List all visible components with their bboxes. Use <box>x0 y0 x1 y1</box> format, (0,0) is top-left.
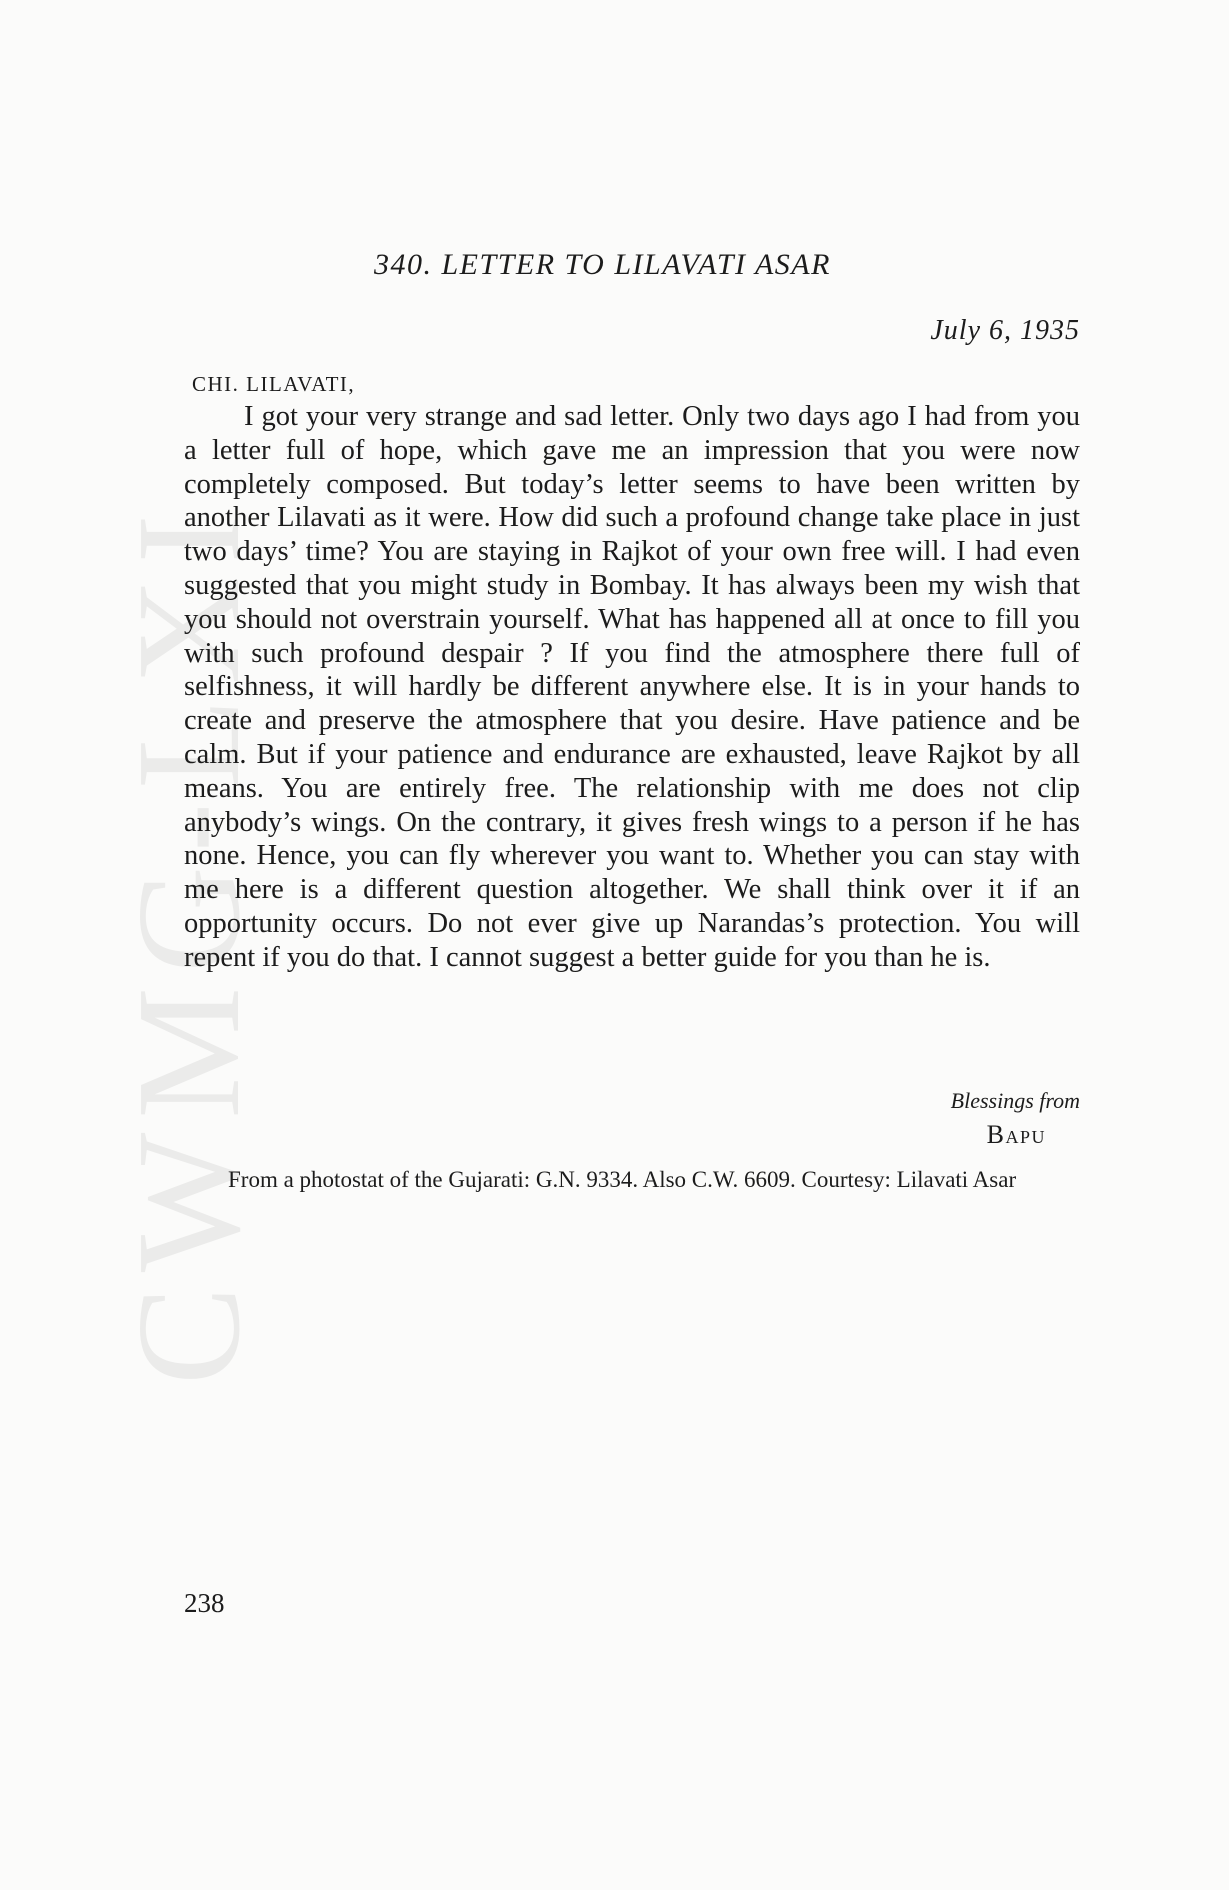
letter-closing: Blessings from <box>950 1088 1080 1113</box>
source-note: From a photostat of the Gujarati: G.N. 9334. Also C.W. 6609. Courtesy: Lilavati Asar <box>228 1167 1017 1192</box>
letter-body: I got your very strange and sad letter. Only two days ago I had from you a letter full of hope, which gave me an impression that you were now completely composed. But today’s letter seems to have been written by another Lilavati as it were. How did such a profound change take place in just two days’ time? You are staying in Rajkot of your own free will. I had even suggested that you might study in Bombay. It has always been my wish that you should not overstrain yourself. What has happened all at once to fill you with such profound despair ? If you find the atmosphere there full of selfishness, it will hardly be different anywhere else. It is in your hands to create and preserve the atmosphere that you desire. Have patience and be calm. But if your patience and endurance are exhausted, leave Rajkot by all means. You are entirely free. The relationship with me does not clip anybody’s wings. On the contrary, it gives fresh wings to a person if he has none. Hence, you can fly wherever you want to. Whether you can stay with me here is a different question altogether. We shall think over it if an opportunity occurs. Do not ever give up Narandas’s protection. You will repent if you do that. I cannot suggest a better guide for you than he is. <box>184 401 1080 973</box>
watermark: CWMG-LXI <box>107 500 271 1385</box>
letter-title: 340. LETTER TO LILAVATI ASAR <box>374 248 831 281</box>
page-number: 238 <box>184 1588 225 1618</box>
letter-signature: Bapu <box>986 1120 1046 1149</box>
letter-salutation: CHI. LILAVATI, <box>192 372 356 396</box>
letter-date: July 6, 1935 <box>930 315 1080 346</box>
